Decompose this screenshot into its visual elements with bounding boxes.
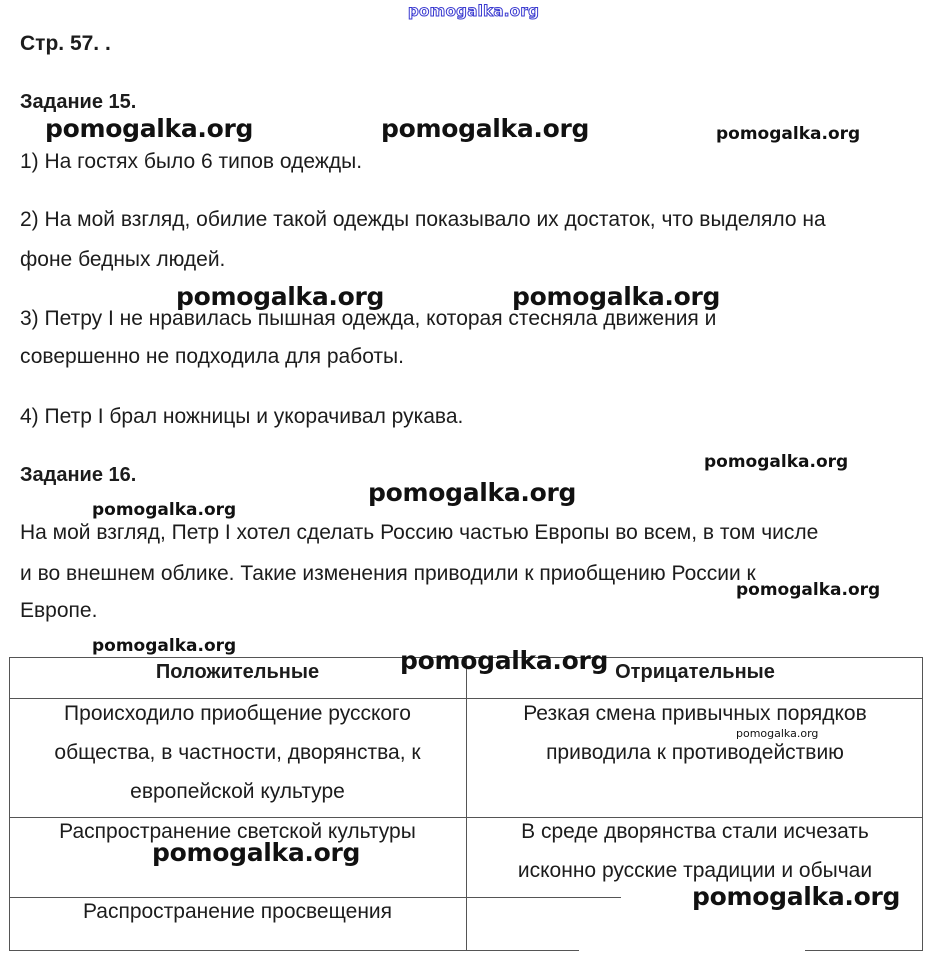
- task-15-line-1: 1) На гостях было 6 типов одежды.: [20, 150, 363, 173]
- table-header-positive: Положительные: [155, 661, 320, 683]
- task-16-title: Задание 16.: [20, 464, 137, 486]
- cell-line: В среде дворянства стали исчезать: [521, 820, 869, 843]
- watermark: pomogalka.org: [92, 500, 237, 520]
- task-15-line-2: 2) На мой взгляд, обилие такой одежды показывало их достаток, что выделяло на: [20, 208, 826, 231]
- cell-line: Резкая смена привычных порядков: [523, 702, 867, 725]
- watermark: pomogalka.org: [716, 124, 861, 144]
- table-header-negative: Отрицательные: [615, 661, 775, 683]
- watermark: pomogalka.org: [736, 580, 881, 600]
- watermark: pomogalka.org: [45, 114, 254, 143]
- table-cell: [467, 812, 923, 890]
- cell-line: Распространение просвещения: [82, 900, 393, 923]
- table-bottom-line-left: [9, 950, 579, 951]
- task-16-line-2: и во внешнем облике. Такие изменения приводили к приобщению России к: [20, 562, 756, 585]
- watermark: pomogalka.org: [692, 882, 901, 911]
- watermark: pomogalka.org: [152, 838, 361, 867]
- task-15-line-3: фоне бедных людей.: [20, 248, 226, 271]
- task-15-title: Задание 15.: [20, 91, 137, 113]
- cell-line: Происходило приобщение русского: [64, 702, 411, 725]
- watermark: pomogalka.org: [512, 282, 721, 311]
- watermark: pomogalka.org: [92, 636, 237, 656]
- cell-line: приводила к противодействию: [546, 741, 844, 764]
- table-cell: [467, 694, 923, 772]
- watermark: pomogalka.org: [176, 282, 385, 311]
- watermark: pomogalka.org: [381, 114, 590, 143]
- task-15-line-4: 3) Петру I не нравилась пышная одежда, которая стесняла движения и: [20, 307, 717, 330]
- table-bottom-line-right: [805, 950, 923, 951]
- watermark: pomogalka.org: [400, 646, 609, 675]
- task-15-line-6: 4) Петр I брал ножницы и укорачивал рукава.: [20, 405, 464, 428]
- table-cell: [9, 892, 466, 931]
- watermark-top: pomogalka.org: [408, 2, 540, 20]
- watermark: pomogalka.org: [704, 452, 849, 472]
- watermark: pomogalka.org: [368, 478, 577, 507]
- cell-line: европейской культуре: [130, 780, 345, 803]
- cell-line: исконно русские традиции и обычаи: [517, 859, 873, 882]
- page-reference: Стр. 57. .: [20, 32, 111, 55]
- task-16-line-1: На мой взгляд, Петр I хотел сделать Россию частью Европы во всем, в том числе: [20, 521, 819, 544]
- task-16-line-3: Европе.: [20, 599, 98, 622]
- watermark: pomogalka.org: [736, 727, 819, 740]
- cell-line: общества, в частности, дворянства, к: [54, 741, 421, 764]
- cell-line: Распространение светской культуры: [59, 820, 416, 843]
- table-cell: [9, 694, 466, 811]
- task-15-line-5: совершенно не подходила для работы.: [20, 345, 404, 368]
